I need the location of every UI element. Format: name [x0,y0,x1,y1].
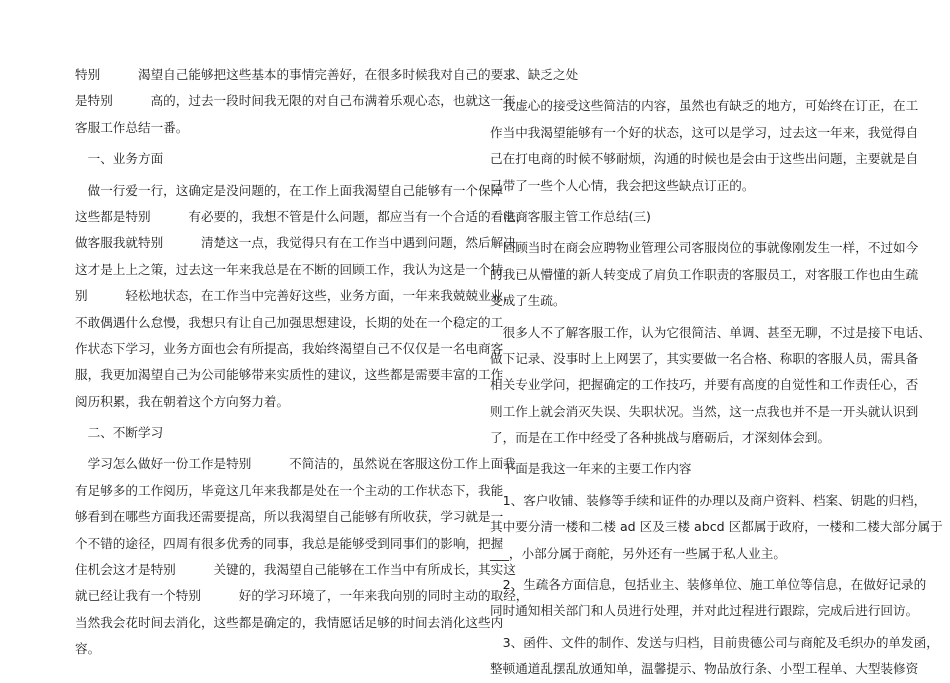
left-column-text-line: 服，我更加渴望自己为公司能够带来实质性的建议，这些都是需要丰富的工作 [75,367,504,383]
right-column-text-line: 己带了一些个人心情，我会把这些缺点订正的。 [490,177,755,193]
right-column-text-line: 做下记录、没事时上上网罢了，其实要做一名合格、称职的客服人员，需具备 [490,350,919,366]
right-column-text-line: 电商客服主管工作总结(三) [490,208,651,224]
right-column-text-line: 2、生疏各方面信息，包括业主、装修单位、施工单位等信息，在做好记录的 [490,577,927,593]
right-column-text-line: 同时通知相关部门和人员进行处理，并对此过程进行跟踪，完成后进行回访。 [490,603,919,619]
right-column-text-line: 变成了生疏。 [490,293,566,309]
left-column-text-line: 不敢偶遇什么怠慢，我想只有让自己加强思想建设，长期的处在一个稳定的工 [75,314,504,330]
left-column-text-line: 就已经让我有一个特别 好的学习环境了，一年来我向别的同时主动的取经， [75,588,529,604]
right-column-text-line: 则工作上就会消灭失误、失职状况。当然，这一点我也并不是一开头就认识到 [490,403,919,419]
right-column-text-line: 三、缺乏之处 [490,67,579,82]
left-column-text-line: 够看到在哪些方面我还需要提高，所以我渴望自己能够有所收获，学习就是一 [75,509,504,525]
right-column-text-line: 其中要分清一楼和二楼 ad 区及三楼 abcd 区都属于政府，一楼和二楼大部分属于 [490,519,943,535]
right-column-text-line: 1、客户收铺、装修等手续和证件的办理以及商户资料、档案、钥匙的归档， [490,492,927,508]
left-column-text-line: 二、不断学习 [75,425,164,441]
left-column-text-line: 住机会这才是特别 关键的，我渴望自己能够在工作当中有所成长，其实这 [75,562,516,578]
left-column-text-line: 学习怎么做好一份工作是特别 不简洁的，虽然说在客服这份工作上面我 [75,456,516,472]
left-column-text-line: 容。 [75,641,101,657]
right-column-text-line: 3、函件、文件的制作、发送与归档，目前贵德公司与商舵及毛织办的单发函， [490,634,939,650]
right-column-text-line: 作当中我渴望能够有一个好的状态，这可以是学习，过去这一年来，我觉得自 [490,124,919,140]
left-column-text-line: 有足够多的工作阅历，毕竟这几年来我都是处在一个主动的工作状态下，我能 [75,482,504,498]
left-column-text-line: 作状态下学习，业务方面也会有所提高，我始终渴望自己不仅仅是一名电商客 [75,340,504,356]
right-column-text-line: 相关专业学问，把握确定的工作技巧，并要有高度的自觉性和工作责任心，否 [490,377,919,393]
right-column-text-line: 整顿通道乱摆乱放通知单，温馨提示、物品放行条、小型工程单、大型装修资 [490,661,919,677]
right-text-column [490,62,943,683]
left-column-text-line: 这才是上上之策，过去这一年来我总是在不断的回顾工作，我认为这是一个特 [75,261,504,277]
left-column-text-line: 这些都是特别 有必要的，我想不管是什么问题，都应当有一个合适的看法， [75,208,529,224]
right-column-text-line: 了，而是在工作中经受了各种挑战与磨砺后，才深刻体会到。 [490,430,831,446]
right-column-text-line: 己在打电商的时候不够耐烦，沟通的时候也是会由于这些出问题，主要就是自 [490,151,919,167]
left-column-text-line: 阅历积累，我在朝着这个方向努力着。 [75,393,290,409]
right-column-text-line: 的我已从懵懂的新人转变成了肩负工作职责的客服员工，对客服工作也由生疏 [490,266,919,282]
right-column-text-line: 回顾当时在商会应聘物业管理公司客服岗位的事就像刚发生一样，不过如今 [490,240,919,256]
left-column-text-line: 是特别 高的，过去一段时间我无限的对自己布满着乐观心态，也就这一年 [75,93,516,109]
left-column-text-line: 客服工作总结一番。 [75,119,189,135]
left-column-text-line: 做客服我就特别 清楚这一点，我觉得只有在工作当中遇到问题，然后解决 [75,235,516,251]
left-column-text-line: 做一行爱一行，这确定是没问题的，在工作上面我渴望自己能够有一个保障 [75,182,504,198]
left-column-text-line: 个不错的途径，四周有很多优秀的同事，我总是能够受到同事们的影响，把握 [75,535,504,551]
left-column-text-line: 别 轻松地状态，在工作当中完善好这些，业务方面，一年来我兢兢业业， [75,288,516,304]
right-column-text-line: 很多人不了解客服工作，认为它很简洁、单调、甚至无聊，不过是接下电话、 [490,324,931,340]
left-column-text-line: 一、业务方面 [75,151,164,167]
left-column-text-line: 特别 渴望自己能够把这些基本的事情完善好，在很多时候我对自己的要求 [75,67,516,82]
right-column-text-line: 下面是我这一年来的主要工作内容 [490,461,692,477]
right-column-text-line: ___，小部分属于商舵，另外还有一些属于私人业主。 [490,545,786,561]
right-column-text-line: 我虚心的接受这些简洁的内容，虽然也有缺乏的地方，可始终在订正，在工 [490,98,919,114]
left-column-text-line: 当然我会花时间去消化，这些都是确定的，我情愿话足够的时间去消化这些内 [75,614,504,630]
